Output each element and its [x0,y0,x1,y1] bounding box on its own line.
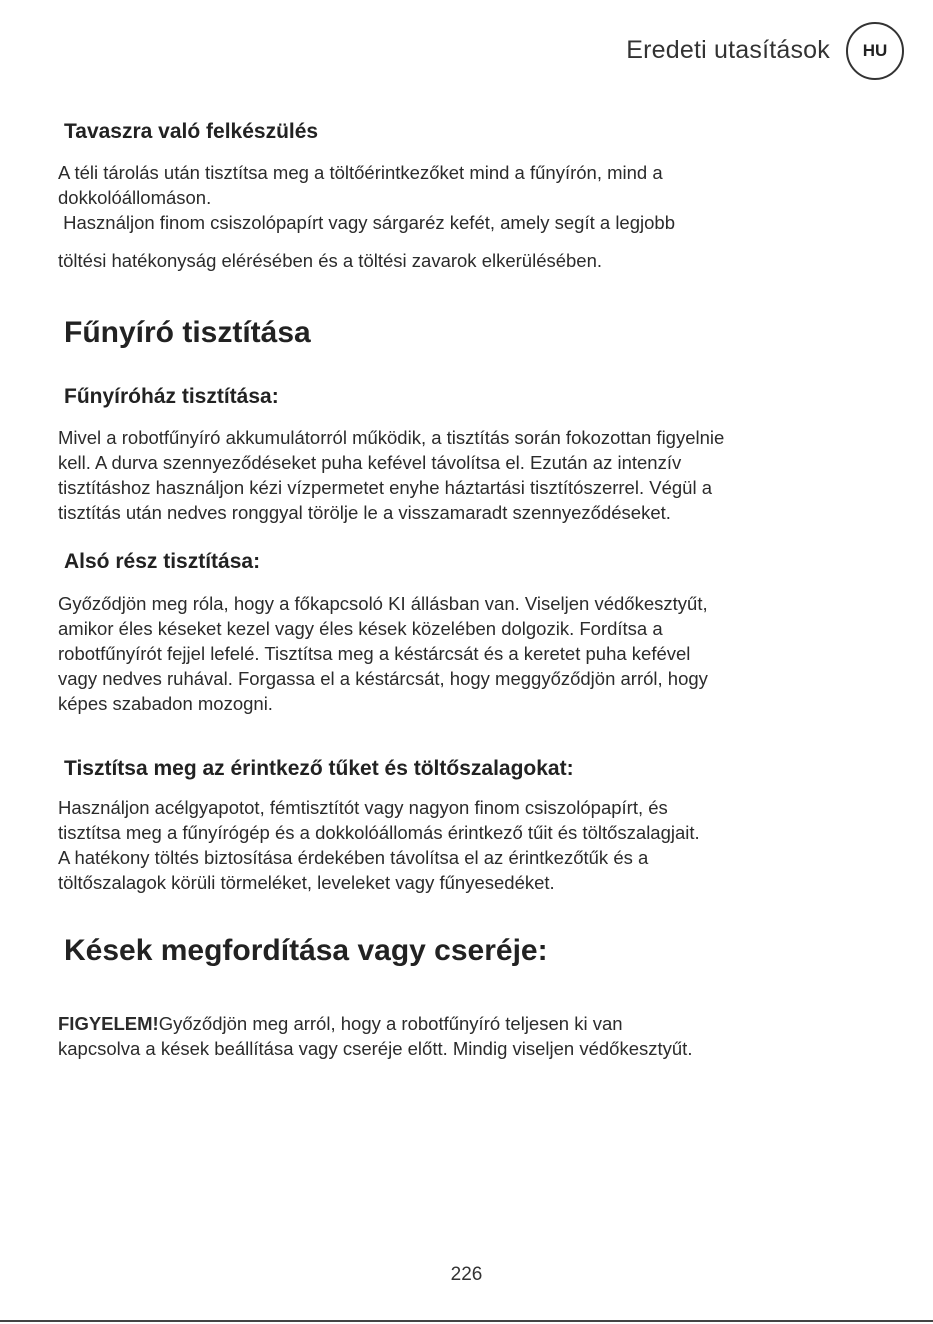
paragraph-contacts-cleaning [58,795,873,895]
warning-text: Győződjön meg arról, hogy a robotfűnyíró teljesen ki van [158,1013,623,1034]
page-number: 226 [450,1264,483,1285]
heading-housing-cleaning: Fűnyíróház tisztítása: [64,385,279,408]
heading-spring-preparation: Tavaszra való felkészülés [64,120,319,143]
paragraph-underside-cleaning [58,591,873,716]
text-line: tisztítsa meg a fűnyírógép és a dokkolóállomás érintkező tűit és töltőszalagjait. [58,822,700,843]
heading-underside-cleaning: Alsó rész tisztítása: [64,550,261,573]
text-line: Győződjön meg róla, hogy a főkapcsoló KI állásban van. Viseljen védőkesztyűt, [58,593,708,614]
paragraph-housing-cleaning [58,425,873,525]
heading-blades: Kések megfordítása vagy cseréje: [64,934,548,967]
text-line: A hatékony töltés biztosítása érdekében távolítsa el az érintkezőtűk és a [58,847,649,868]
text-line: tisztításhoz használjon kézi vízpermetet enyhe háztartási tisztítószerrel. Végül a [58,477,712,498]
text-line: amikor éles késeket kezel vagy éles kések közelében dolgozik. Fordítsa a [58,618,663,639]
text-line: dokkolóállomáson. [58,187,212,208]
text-line: robotfűnyírót fejjel lefelé. Tisztítsa meg a késtárcsát és a keretet puha kefével [58,643,691,664]
heading-mower-cleaning: Fűnyíró tisztítása [64,316,311,349]
text-line: Használjon finom csiszolópapírt vagy sárgaréz kefét, amely segít a legjobb [58,212,675,233]
warning-label: FIGYELEM! [58,1013,159,1034]
text-line: Használjon acélgyapotot, fémtisztítót vagy nagyon finom csiszolópapírt, és [58,797,668,818]
text-line: töltőszalagok körüli törmeléket, leveleket vagy fűnyesedéket. [58,872,555,893]
text-line: vagy nedves ruhával. Forgassa el a késtárcsát, hogy meggyőződjön arról, hogy [58,668,708,689]
text-line: töltési hatékonyság elérésében és a töltési zavarok elkerülésében. [58,250,603,271]
language-badge: HU [846,22,904,80]
bottom-divider [0,1320,933,1322]
paragraph-blades-warning [58,1011,873,1061]
text-line: A téli tárolás után tisztítsa meg a töltőérintkezőket mind a fűnyírón, mind a [58,162,663,183]
text-line: kell. A durva szennyeződéseket puha kefével távolítsa el. Ezután az intenzív [58,452,682,473]
text-line: tisztítás után nedves ronggyal törölje le a visszamaradt szennyeződéseket. [58,502,671,523]
text-line: Mivel a robotfűnyíró akkumulátorról működik, a tisztítás során fokozottan figyelnie [58,427,725,448]
text-line [58,1011,873,1036]
heading-contacts-cleaning: Tisztítsa meg az érintkező tűket és töltőszalagokat: [64,757,574,780]
text-line: kapcsolva a kések beállítása vagy cseréje előtt. Mindig viseljen védőkesztyűt. [58,1038,693,1059]
text-line: képes szabadon mozogni. [58,693,273,714]
paragraph-spring-preparation [58,160,873,273]
page-header-title: Eredeti utasítások [626,36,830,64]
